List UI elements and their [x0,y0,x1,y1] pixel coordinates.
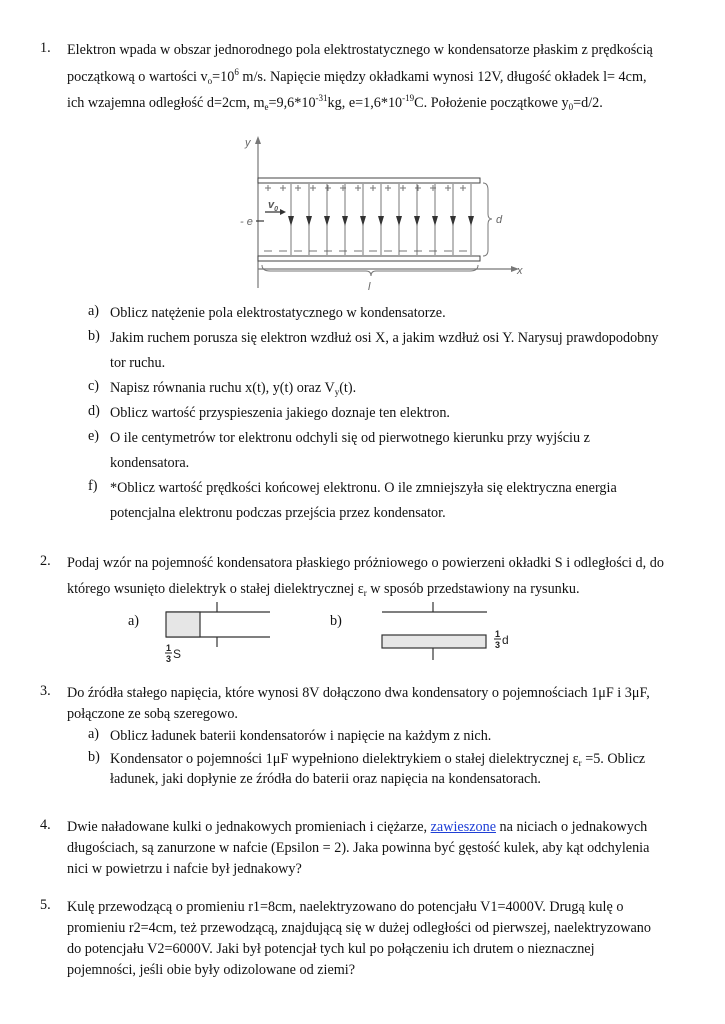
q1-item-line: *Oblicz wartość prędkości końcowej elektronu. O ile zmniejszyła się elektryczna energia [110,480,617,496]
q2-figure-b-label: b) [330,613,342,629]
q1-item-line: Napisz równania ruchu x(t), y(t) oraz $V_y(t)$. [110,380,357,397]
positive-charges [265,185,466,191]
zawieszone-link[interactable]: zawieszone [430,819,496,835]
velocity-arrowhead [280,209,286,215]
q5-line-2: promieniu r2=4cm, też przewodzącą, znajdującą się w dużej odległości od pierwszej, naelektryzowano [67,920,651,936]
q1-item-letter: f) [88,478,98,494]
field-arrowhead [396,216,402,226]
d-label: d [496,214,503,226]
field-lines [288,184,474,255]
q1-item-line: tor ruchu. [110,355,166,371]
frac-b-den: 3 [495,640,501,650]
q3-number: 3. [40,683,51,699]
frac-b-num: 1 [495,629,501,639]
q2-figure-b [375,600,525,672]
q1-item-letter: c) [88,378,100,394]
field-arrowhead [360,216,366,226]
capacitor-diagram [225,128,535,298]
q3-item-a-letter: a) [88,726,100,742]
field-arrowhead [378,216,384,226]
q5-line-1: Kulę przewodzącą o promieniu r1=8cm, naelektryzowano do potencjału V1=4000V. Drugą kulę o [67,899,624,915]
q2-figure-a-label: a) [128,613,140,629]
q3-line-1: Do źródła stałego napięcia, które wynosi 8V dołączono dwa kondensatory o pojemnościach 1μF i 3μF, [67,685,650,701]
q4-line-2: długościach, są zanurzone w nafcie (Epsilon = 2). Jaka powinna być gęstość kulek, aby kąt odchylenia [67,840,650,856]
l-label: l [368,281,371,293]
q1-item-line: Oblicz wartość przyspieszenia jakiego doznaje ten elektron. [110,405,450,421]
q5-line-3: do potencjału V2=6000V. Jaki był potencjał tych kul po połączeniu ich drutem o nieznacznej [67,941,595,957]
q3-item-b-line-2: ładunek, jaki dopłynie ze źródła do baterii oraz napięcia na kondensatorach. [110,771,541,787]
dielectric-a [166,612,200,637]
q3-item-b-letter: b) [88,749,100,765]
q1-item-line: Jakim ruchem porusza się elektron wzdłuż osi X, a jakim wzdłuż osi Y. Narysuj prawdopodobny [110,330,659,346]
q1-item-letter: e) [88,428,100,444]
q5-number: 5. [40,897,51,913]
dielectric-b [382,635,486,648]
q4-number: 4. [40,817,51,833]
bottom-plate [258,256,480,261]
q2-figure-a [160,600,280,672]
q1-line-1: Elektron wpada w obszar jednorodnego pola elektrostatycznego w kondensatorze płaskim z prędkością [67,42,653,58]
q3-line-2: połączone ze sobą szeregowo. [67,706,238,722]
q1-item-letter: b) [88,328,100,344]
q1-item-line: kondensatora. [110,455,190,471]
q1-item-line: O ile centymetrów tor elektronu odchyli się od pierwotnego kierunku przy wyjściu z [110,430,590,446]
field-arrowhead [306,216,312,226]
q4-line-3: nici w powietrzu i nafcie był jednakowy? [67,861,302,877]
q2-line-1: Podaj wzór na pojemność kondensatora płaskiego próżniowego o powierzeni okładki S i odległości d, do [67,555,664,571]
field-arrowhead [468,216,474,226]
q1-number: 1. [40,40,51,56]
field-arrowhead [414,216,420,226]
d-brace [483,183,492,256]
q1-item-letter: d) [88,403,100,419]
x-axis-label: x [517,265,523,277]
frac-a-var: S [173,647,182,661]
q4-line-1: Dwie naładowane kulki o jednakowych promieniach i ciężarze, zawieszone na niciach o jednakowych [67,819,648,835]
l-brace [262,265,478,276]
q3-item-b-line-1: Kondensator o pojemności 1μF wypełniono dielektrykiem o stałej dielektrycznej $\varepsilon_r =5$. Oblicz [110,751,646,768]
q5-line-4: pojemności, jeśli obie były odizolowane od ziemi? [67,962,356,978]
electron-label: - e [240,216,253,228]
frac-b-var: d [502,633,509,647]
field-arrowhead [324,216,330,226]
field-arrowhead [288,216,294,226]
frac-a-num: 1 [166,643,172,653]
q2-number: 2. [40,553,51,569]
y-axis-arrow [255,136,261,144]
q3-item-a: Oblicz ładunek baterii kondensatorów i napięcie na każdym z nich. [110,728,492,744]
field-arrowhead [450,216,456,226]
q1-item-line: potencjalna elektronu podczas przejścia przez kondensator. [110,505,446,521]
field-arrowhead [432,216,438,226]
top-plate [258,178,480,183]
q1-line-2: początkową o wartości $v_o=10^6$ m/s. Napięcie między okładkami wynosi 12V, długość okładek l= 4cm, [67,67,647,86]
q1-item-letter: a) [88,303,100,319]
q2-line-2: którego wsunięto dielektryk o stałej dielektrycznej $\varepsilon_r$ w sposób przedstawiony na rysunku. [67,581,580,598]
y-axis-label: y [245,137,251,149]
velocity-label: $v_0$ [268,199,279,213]
q1-item-line: Oblicz natężenie pola elektrostatycznego w kondensatorze. [110,305,446,321]
field-arrowhead [342,216,348,226]
frac-a-den: 3 [166,654,172,664]
q1-line-3: ich wzajemna odległość d=2cm, $m_e=9,6*10^{-31}kg$, $e=1,6*10^{-19}C$. Położenie początkowe $y_0=d/2$. [67,93,603,112]
